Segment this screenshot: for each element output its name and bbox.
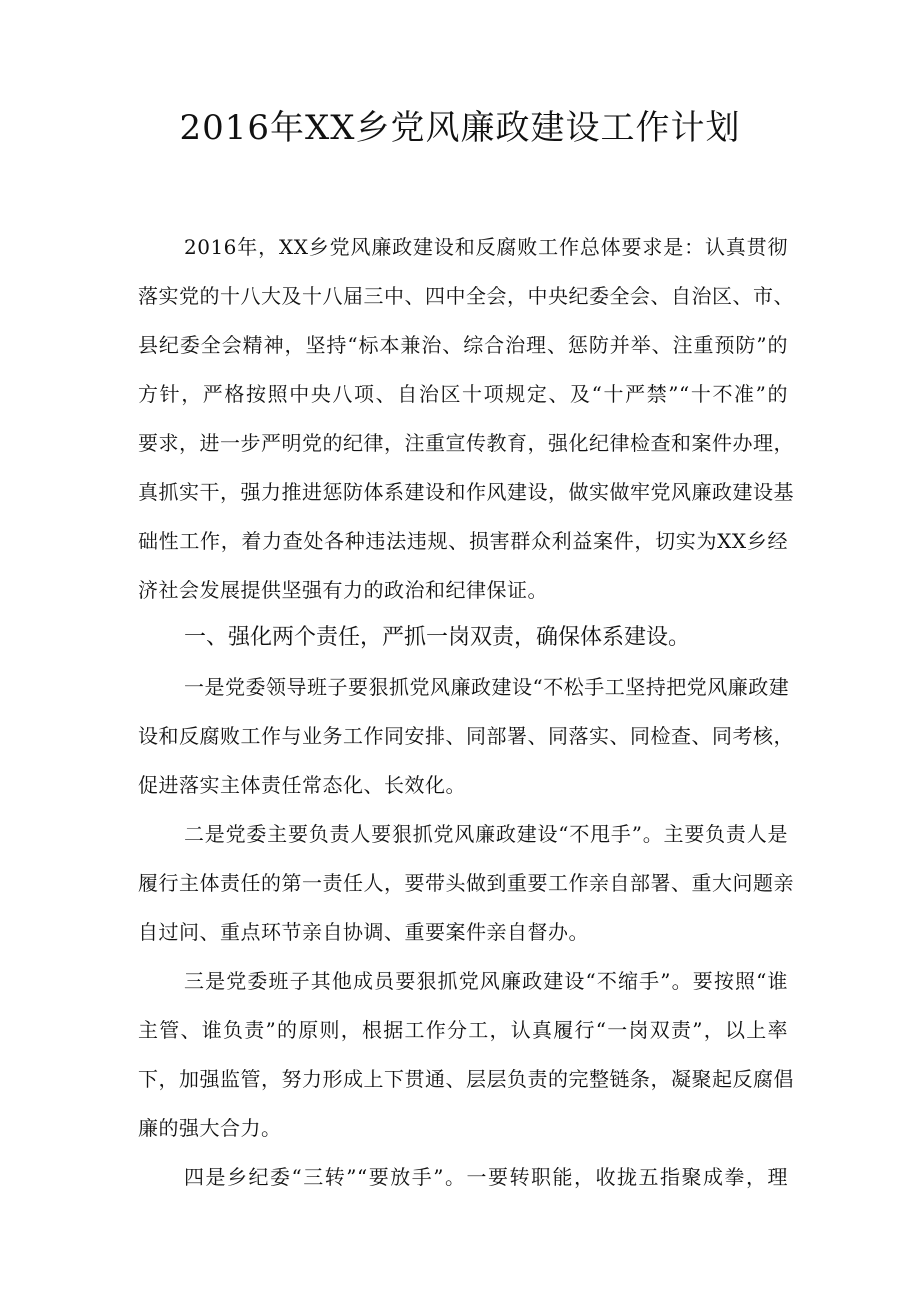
item-2-line-2: 履行主体责任的第一责任人，要带头做到重要工作亲自部署、重大问题亲 xyxy=(138,871,794,895)
item-3-line-1: 三是党委班子其他成员要狠抓党风廉政建设“不缩手”。要按照“谁 xyxy=(184,969,788,993)
intro-line-5: 要求，进一步严明党的纪律，注重宣传教育，强化纪律检查和案件办理， xyxy=(138,431,794,455)
item-3-line-4: 廉的强大合力。 xyxy=(138,1116,282,1140)
intro-line-7: 础性工作，着力查处各种违法违规、损害群众利益案件，切实为XX乡经 xyxy=(138,529,788,553)
intro-line-3: 县纪委全会精神，坚持“标本兼治、综合治理、惩防并举、注重预防”的 xyxy=(138,333,788,357)
intro-line-8: 济社会发展提供坚强有力的政治和纪律保证。 xyxy=(138,578,548,602)
section-1-heading: 一、强化两个责任，严抓一岗双责，确保体系建设。 xyxy=(184,625,691,650)
item-2-line-3: 自过问、重点环节亲自协调、重要案件亲自督办。 xyxy=(138,920,589,944)
intro-line-1: 2016年，XX乡党风廉政建设和反腐败工作总体要求是：认真贯彻 xyxy=(184,235,788,259)
item-4-line-1: 四是乡纪委“三转”“要放手”。一要转职能，收拢五指聚成拳，理 xyxy=(184,1165,788,1189)
item-3-line-3: 下，加强监管，努力形成上下贯通、层层负责的完整链条，凝聚起反腐倡 xyxy=(138,1067,794,1091)
item-1-line-3: 促进落实主体责任常态化、长效化。 xyxy=(138,773,466,797)
intro-line-4: 方针，严格按照中央八项、自治区十项规定、及“十严禁”“十不准”的 xyxy=(138,382,788,406)
item-1-line-2: 设和反腐败工作与业务工作同安排、同部署、同落实、同检查、同考核， xyxy=(138,724,794,748)
document-title: 2016年XX乡党风廉政建设工作计划 xyxy=(179,108,741,148)
item-3-line-2: 主管、谁负责”的原则，根据工作分工，认真履行“一岗双责”，以上率 xyxy=(138,1018,788,1042)
intro-line-2: 落实党的十八大及十八届三中、四中全会，中央纪委全会、自治区、市、 xyxy=(138,284,794,308)
item-2-line-1: 二是党委主要负责人要狠抓党风廉政建设“不甩手”。主要负责人是 xyxy=(184,822,788,846)
item-1-line-1: 一是党委领导班子要狠抓党风廉政建设“不松手工坚持把党风廉政建 xyxy=(184,675,790,699)
intro-line-6: 真抓实干，强力推进惩防体系建设和作风建设，做实做牢党风廉政建设基 xyxy=(138,480,794,504)
